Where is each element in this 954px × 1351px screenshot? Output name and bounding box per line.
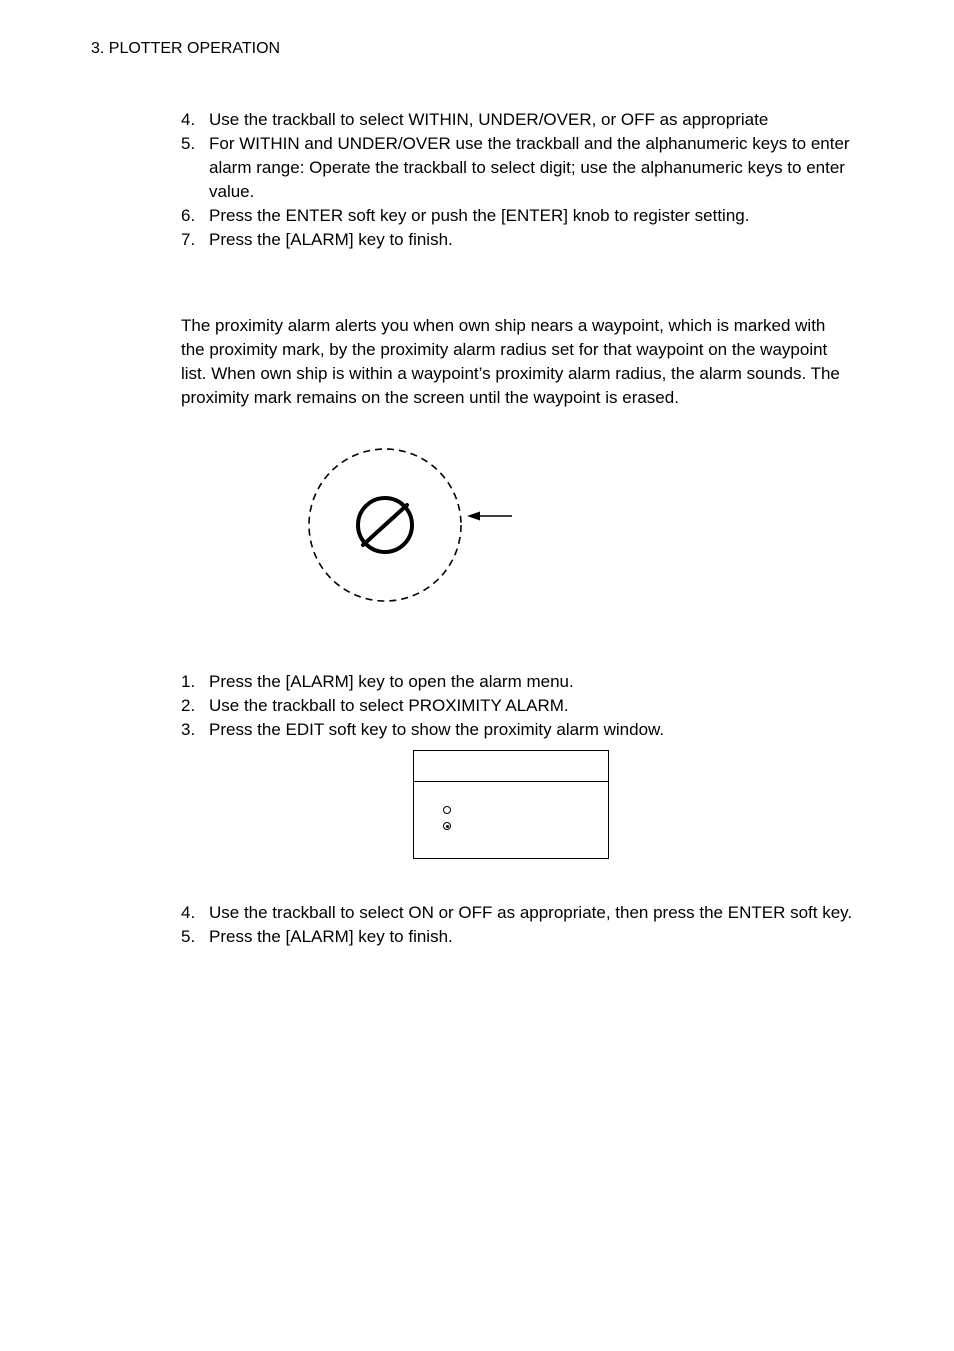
proximity-alarm-description: The proximity alarm alerts you when own ship nears a waypoint, which is marked with the proximity mark, by the proximity alarm radius set for that waypoint on the waypoint list. When own ship is within a waypoint’s proximity alarm radius, the alarm sounds. The proximity mark remains on the screen until the waypoint is erased. xyxy=(181,316,840,407)
step-number: 1. xyxy=(181,672,196,691)
proximity-alarm-window xyxy=(413,750,609,859)
step-text: For WITHIN and UNDER/OVER use the trackball and the alphanumeric keys to enter alarm range: Operate the trackball to select digit; use the alphanumeric keys to enter value. xyxy=(209,134,850,201)
step-text: Use the trackball to select ON or OFF as appropriate, then press the ENTER soft key. xyxy=(209,903,853,922)
list-item xyxy=(181,718,861,742)
step-number: 4. xyxy=(181,903,196,922)
on-radio-button[interactable] xyxy=(443,822,451,830)
list-item xyxy=(181,204,861,228)
step-text: Use the trackball to select PROXIMITY ALARM. xyxy=(209,696,569,715)
list-item xyxy=(181,132,861,204)
proximity-alarm-steps-continued xyxy=(181,901,861,949)
proximity-mark-figure xyxy=(300,440,520,610)
list-item xyxy=(181,670,861,694)
list-item xyxy=(181,694,861,718)
step-number: 4. xyxy=(181,110,196,129)
step-text: Press the ENTER soft key or push the [ENTER] knob to register setting. xyxy=(209,206,750,225)
proximity-mark-icon xyxy=(358,498,412,552)
window-title-bar xyxy=(414,751,608,782)
step-number: 5. xyxy=(181,134,196,153)
list-item xyxy=(181,925,861,949)
alarm-range-steps xyxy=(181,108,861,252)
proximity-alarm-steps xyxy=(181,670,861,742)
step-text: Use the trackball to select WITHIN, UNDER/OVER, or OFF as appropriate xyxy=(209,110,769,129)
list-item xyxy=(181,108,861,132)
list-item xyxy=(181,901,861,925)
list-item xyxy=(181,228,861,252)
step-text: Press the EDIT soft key to show the proximity alarm window. xyxy=(209,720,665,739)
off-radio-button[interactable] xyxy=(443,806,451,814)
section-header: 3. PLOTTER OPERATION xyxy=(91,40,281,57)
step-number: 7. xyxy=(181,230,196,249)
step-number: 5. xyxy=(181,927,196,946)
step-text: Press the [ALARM] key to finish. xyxy=(209,927,453,946)
step-number: 2. xyxy=(181,696,196,715)
step-text: Press the [ALARM] key to open the alarm menu. xyxy=(209,672,574,691)
radio-selected-dot xyxy=(446,825,449,828)
step-number: 6. xyxy=(181,206,196,225)
arrow-left-icon xyxy=(467,512,512,521)
step-number: 3. xyxy=(181,720,196,739)
step-text: Press the [ALARM] key to finish. xyxy=(209,230,453,249)
